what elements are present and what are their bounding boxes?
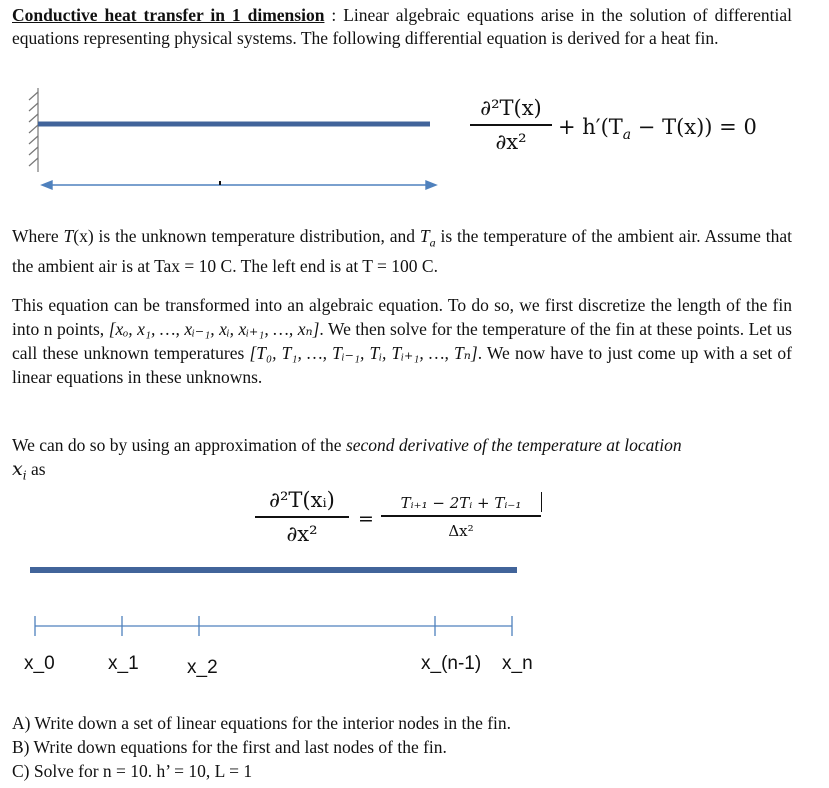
fin-eq-fraction <box>470 96 552 154</box>
temperatures-list: [T₀, T₁, …, Tᵢ₋₁, Tᵢ, Tᵢ₊₁, …, Tₙ] <box>249 343 478 363</box>
wall-hatch <box>29 88 38 172</box>
fin-eq-rest: + $h'(T_a - T(x)) = 0$ <box>558 115 757 144</box>
discretize-paragraph: This equation can be transformed into an algebraic equation. To do so, we first discretize the length of the fin into n points, [xₒ, x₁, …, xᵢ₋₁, xᵢ, xᵢ₊₁, …, xₙ]. We then solve for the temperature of the fin at these points. Let us call these unknown temperatures [T₀, T₁, …, Tᵢ₋₁, Tᵢ, Tᵢ₊₁, …, Tₙ]. We now have to just come up with a set of linear equations in these unknowns. <box>12 295 792 387</box>
node-label-n-1: x_(n-1) <box>421 653 482 674</box>
fin-diagram <box>0 80 460 200</box>
question-a: A) Write down a set of linear equations for the interior nodes in the fin. <box>12 713 512 733</box>
questions-list <box>12 711 511 783</box>
approx-lhs-numerator: ∂²T(xᵢ) <box>269 488 335 512</box>
approx-rhs-denominator: Δx² <box>448 521 474 540</box>
section-title: Conductive heat transfer in 1 dimension <box>12 5 325 25</box>
node-label-n: x_n <box>502 653 533 674</box>
question-c: C) Solve for n = 10. h’ = 10, L = 1 <box>12 761 253 781</box>
approx-rhs-fraction <box>381 494 541 540</box>
approx-lhs-fraction <box>255 488 349 546</box>
points-list: [xₒ, x₁, …, xᵢ₋₁, xᵢ, xᵢ₊₁, …, xₙ] <box>108 319 320 339</box>
node-label-0: x_0 <box>24 653 55 674</box>
length-arrow <box>42 181 436 189</box>
emphasis-text: second derivative of the temperature at location <box>345 435 682 455</box>
intro-paragraph: Conductive heat transfer in 1 dimension : Linear algebraic equations arise in the solution of differential equations representing physical systems. The following differential equation is derived for a heat fin. <box>12 5 792 48</box>
approx-lhs-denominator: ∂x² <box>286 521 318 546</box>
fin-eq-numerator: ∂²T(x) <box>480 96 542 120</box>
discretized-fin-diagram <box>0 560 560 650</box>
node-axis <box>35 616 512 636</box>
fin-eq-denominator: ∂x² <box>495 129 527 154</box>
approx-paragraph: We can do so by using an approximation of the second derivative of the temperature at location $x_i$ as <box>12 435 682 483</box>
question-b: B) Write down equations for the first and last nodes of the fin. <box>12 737 447 757</box>
approx-equals: = <box>358 508 374 530</box>
approx-equation <box>255 488 555 550</box>
node-label-1: x_1 <box>108 653 139 674</box>
cursor-bar <box>541 492 542 512</box>
fin-equation <box>470 96 790 166</box>
arrow-tick <box>219 181 221 185</box>
where-paragraph: Where T(x) is the unknown temperature distribution, and $T_a$ is the temperature of the ambient air. Assume that the ambient air is at Tax = 10 C. The left end is at T = 100 C. <box>12 226 792 276</box>
intro-text: Linear algebraic equations arise in the solution of differential equations representing physical systems. The following differential equation is derived for a heat fin. <box>12 5 792 48</box>
node-label-2: x_2 <box>187 657 218 678</box>
approx-rhs-numerator: Tᵢ₊₁ − 2Tᵢ + Tᵢ₋₁ <box>400 494 522 512</box>
